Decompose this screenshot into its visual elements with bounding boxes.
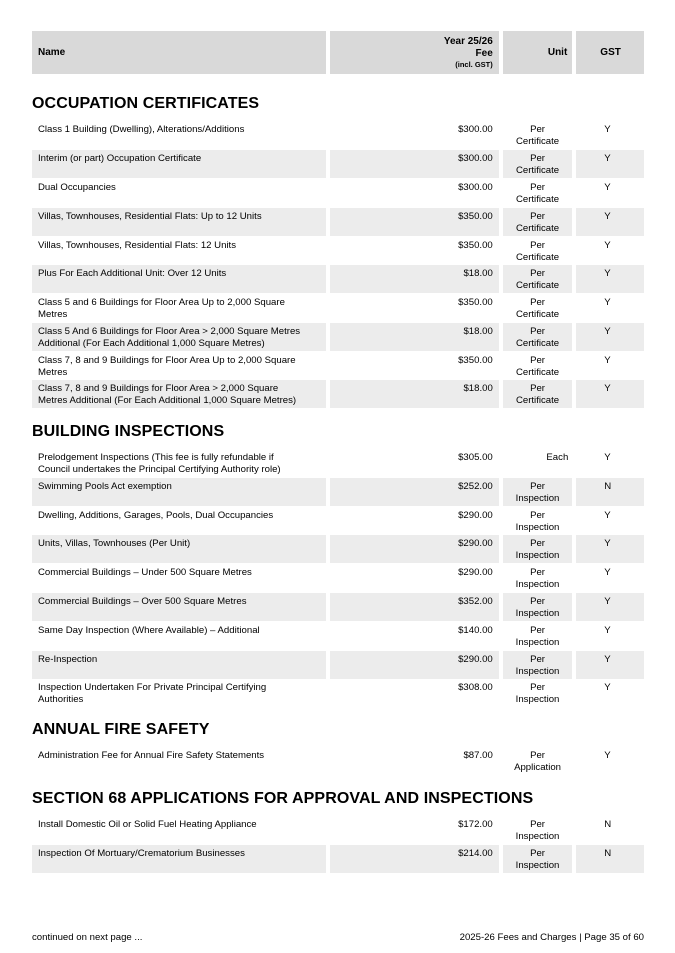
table-row [32, 237, 644, 265]
continued-note: continued on next page ... [32, 932, 143, 943]
row-name: Re-Inspection [32, 651, 326, 679]
row-name: Units, Villas, Townhouses (Per Unit) [32, 535, 326, 563]
row-fee: $87.00 [463, 750, 493, 761]
row-name: Class 7, 8 and 9 Buildings for Floor Area > 2,000 Square Metres Additional (For Each Additional 1,000 Square Metres) [32, 380, 326, 408]
row-unit: Per Inspection [515, 819, 560, 842]
row-unit: Per Certificate [503, 150, 573, 178]
row-gst: Y [576, 323, 644, 351]
header-fee-note: (incl. GST) [455, 59, 493, 69]
row-gst: N [576, 845, 644, 873]
row-gst: Y [604, 355, 611, 366]
row-unit: Per Inspection [503, 478, 573, 506]
row-name: Same Day Inspection (Where Available) – Additional [38, 625, 260, 636]
row-unit: Per Inspection [515, 682, 560, 705]
table-row [32, 294, 644, 322]
row-name: Install Domestic Oil or Solid Fuel Heating Appliance [38, 819, 257, 830]
row-gst: Y [576, 150, 644, 178]
row-unit: Per Inspection [503, 593, 573, 621]
row-gst: Y [604, 297, 611, 308]
row-unit: Each [546, 452, 569, 463]
table-row [32, 747, 644, 775]
row-fee: $350.00 [458, 355, 493, 366]
row-fee: $290.00 [458, 567, 493, 578]
row-name: Interim (or part) Occupation Certificate [32, 150, 326, 178]
row-unit: Per Inspection [503, 845, 573, 873]
table-row [32, 478, 644, 506]
table-row [32, 265, 644, 293]
row-fee: $300.00 [458, 182, 493, 193]
table-row [32, 651, 644, 679]
row-fee: $352.00 [330, 593, 499, 621]
table-row [32, 679, 644, 707]
row-name: Plus For Each Additional Unit: Over 12 Units [32, 265, 326, 293]
table-row [32, 845, 644, 873]
row-name: Villas, Townhouses, Residential Flats: 12 Units [38, 240, 237, 251]
header-unit: Unit [503, 31, 573, 74]
row-fee: $350.00 [458, 240, 493, 251]
table-row [32, 208, 644, 236]
row-unit: Per Certificate [503, 323, 573, 351]
row-fee: $290.00 [330, 651, 499, 679]
row-gst: Y [604, 682, 611, 693]
row-name: Class 5 And 6 Buildings for Floor Area > 2,000 Square Metres Additional (For Each Additional 1,000 Square Metres) [32, 323, 326, 351]
row-name: Inspection Undertaken For Private Principal Certifying Authorities [38, 682, 267, 705]
row-fee: $290.00 [330, 535, 499, 563]
row-name: Swimming Pools Act exemption [32, 478, 326, 506]
table-row [32, 816, 644, 844]
row-gst: Y [576, 535, 644, 563]
row-name: Villas, Townhouses, Residential Flats: Up to 12 Units [32, 208, 326, 236]
row-gst: Y [604, 567, 611, 578]
table-row [32, 150, 644, 178]
row-unit: Per Certificate [515, 355, 560, 378]
page-footer: 2025-26 Fees and Charges | Page 35 of 60 [459, 932, 644, 943]
row-gst: Y [576, 265, 644, 293]
row-unit: Per Certificate [515, 297, 560, 320]
row-gst: Y [604, 182, 611, 193]
table-row [32, 380, 644, 408]
row-name: Commercial Buildings – Over 500 Square Metres [32, 593, 326, 621]
section-title-annual-fire-safety: ANNUAL FIRE SAFETY [32, 721, 210, 738]
row-gst: Y [576, 208, 644, 236]
row-fee: $172.00 [458, 819, 493, 830]
row-gst: Y [604, 750, 611, 761]
row-fee: $308.00 [458, 682, 493, 693]
row-gst: N [576, 478, 644, 506]
row-fee: $350.00 [458, 297, 493, 308]
row-fee: $252.00 [330, 478, 499, 506]
row-unit: Per Inspection [503, 535, 573, 563]
row-gst: Y [604, 240, 611, 251]
header-gst: GST [576, 31, 644, 74]
table-row [32, 323, 644, 351]
row-gst: Y [604, 510, 611, 521]
row-gst: Y [576, 593, 644, 621]
header-fee-label: Fee [475, 47, 493, 59]
row-gst: Y [604, 452, 611, 463]
table-row [32, 507, 644, 535]
row-fee: $18.00 [330, 380, 499, 408]
row-fee: $214.00 [330, 845, 499, 873]
row-name: Commercial Buildings – Under 500 Square Metres [38, 567, 252, 578]
table-row [32, 564, 644, 592]
row-unit: Per Certificate [503, 265, 573, 293]
row-name: Dwelling, Additions, Garages, Pools, Dual Occupancies [38, 510, 274, 521]
section-title-section-68: SECTION 68 APPLICATIONS FOR APPROVAL AND INSPECTIONS [32, 790, 534, 807]
row-unit: Per Certificate [503, 380, 573, 408]
row-gst: Y [576, 651, 644, 679]
row-unit: Per Inspection [503, 651, 573, 679]
row-name: Prelodgement Inspections (This fee is fully refundable if Council undertakes the Principal Certifying Authority role) [38, 452, 281, 475]
row-gst: Y [604, 625, 611, 636]
row-fee: $300.00 [458, 124, 493, 135]
row-unit: Per Certificate [503, 208, 573, 236]
row-unit: Per Application [514, 750, 561, 773]
row-name: Administration Fee for Annual Fire Safety Statements [38, 750, 265, 761]
table-row [32, 449, 644, 477]
table-row [32, 352, 644, 380]
table-row [32, 179, 644, 207]
header-fee-year: Year 25/26 [443, 35, 493, 47]
row-name: Class 5 and 6 Buildings for Floor Area Up to 2,000 Square Metres [38, 297, 285, 320]
row-name: Class 1 Building (Dwelling), Alterations/Additions [38, 124, 245, 135]
row-unit: Per Certificate [515, 240, 560, 263]
row-name: Class 7, 8 and 9 Buildings for Floor Area Up to 2,000 Square Metres [38, 355, 296, 378]
row-fee: $18.00 [330, 323, 499, 351]
row-unit: Per Inspection [515, 625, 560, 648]
row-gst: Y [576, 380, 644, 408]
row-fee: $350.00 [330, 208, 499, 236]
row-gst: N [604, 819, 612, 830]
row-unit: Per Certificate [515, 124, 560, 147]
row-fee: $305.00 [458, 452, 493, 463]
row-name: Inspection Of Mortuary/Crematorium Businesses [32, 845, 326, 873]
table-row [32, 622, 644, 650]
section-title-building-inspections: BUILDING INSPECTIONS [32, 423, 225, 440]
header-fee [330, 31, 499, 74]
row-fee: $300.00 [330, 150, 499, 178]
row-fee: $290.00 [458, 510, 493, 521]
row-unit: Per Inspection [515, 567, 560, 590]
row-name: Dual Occupancies [38, 182, 116, 193]
section-title-occupation-certificates: OCCUPATION CERTIFICATES [32, 95, 260, 112]
table-row [32, 121, 644, 149]
row-gst: Y [604, 124, 611, 135]
table-row [32, 535, 644, 563]
row-unit: Per Certificate [515, 182, 560, 205]
table-header [32, 31, 644, 74]
row-unit: Per Inspection [515, 510, 560, 533]
table-row [32, 593, 644, 621]
row-fee: $18.00 [330, 265, 499, 293]
header-name: Name [32, 31, 326, 74]
row-fee: $140.00 [458, 625, 493, 636]
